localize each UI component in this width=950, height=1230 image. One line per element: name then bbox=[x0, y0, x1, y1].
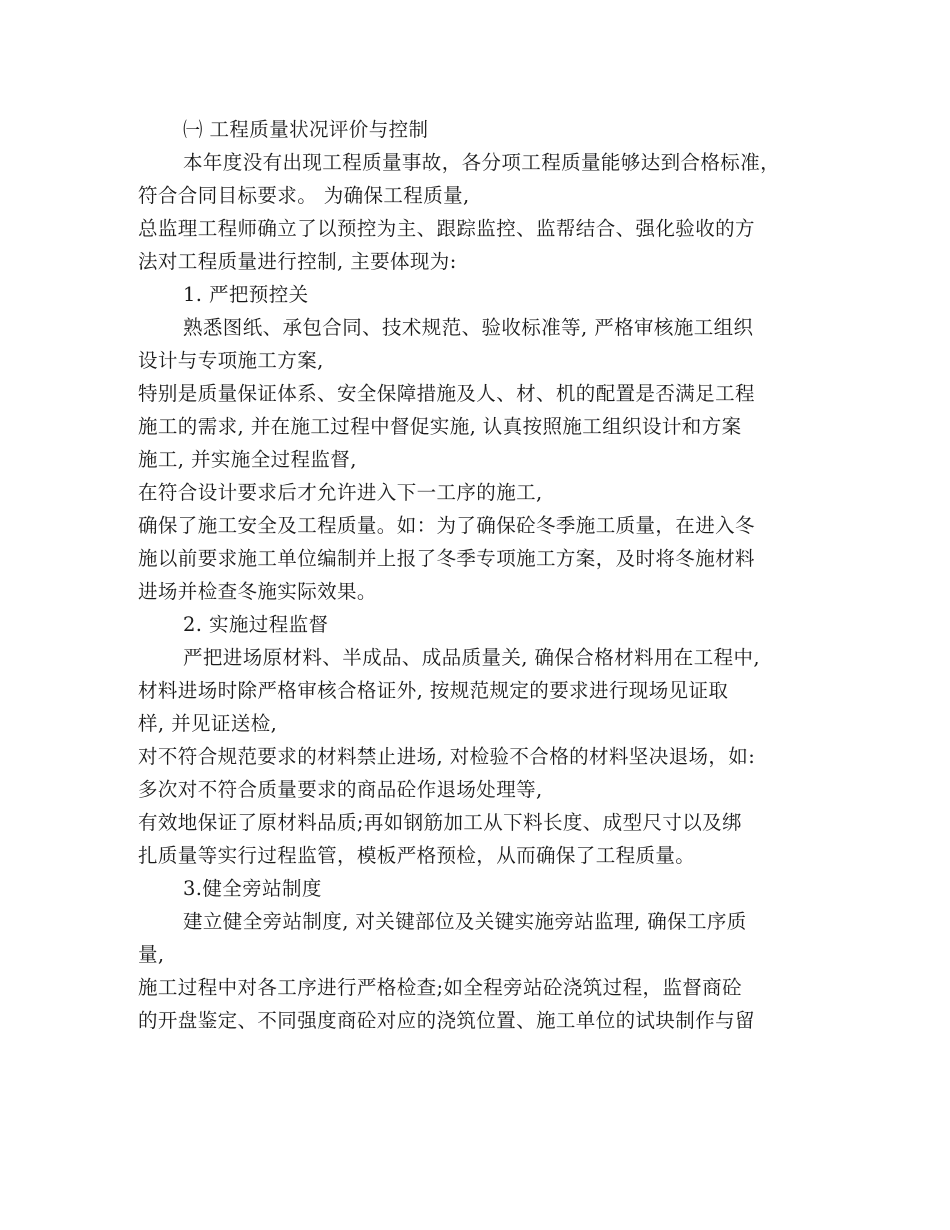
body-line: 在符合设计要求后才允许进入下一工序的施工, bbox=[138, 481, 543, 504]
body-line: 扎质量等实行过程监管，模板严格预检，从而确保了工程质量。 bbox=[138, 844, 696, 867]
body-line: 量, bbox=[138, 943, 165, 966]
body-line: 施以前要求施工单位编制并上报了冬季专项施工方案，及时将冬施材料 bbox=[138, 547, 755, 570]
body-line: 有效地保证了原材料品质;再如钢筋加工从下料长度、成型尺寸以及绑 bbox=[138, 811, 742, 834]
subheading-3: 3.健全旁站制度 bbox=[183, 877, 322, 900]
body-line: 对不符合规范要求的材料禁止进场, 对检验不合格的材料坚决退场，如: bbox=[138, 745, 756, 768]
subheading-1: 1. 严把预控关 bbox=[183, 283, 309, 306]
body-line: 样, 并见证送检, bbox=[138, 712, 278, 735]
body-line: 施工, 并实施全过程监督, bbox=[138, 448, 357, 471]
body-line: 熟悉图纸、承包合同、技术规范、验收标准等, 严格审核施工组织 bbox=[183, 316, 754, 339]
body-line: 施工过程中对各工序进行严格检查;如全程旁站砼浇筑过程，监督商砼 bbox=[138, 976, 742, 999]
body-line: 总监理工程师确立了以预控为主、跟踪监控、监帮结合、强化验收的方 bbox=[138, 217, 755, 240]
body-line: 确保了施工安全及工程质量。如：为了确保砼冬季施工质量，在进入冬 bbox=[138, 514, 755, 537]
document-body bbox=[138, 113, 828, 1037]
body-line: 特别是质量保证体系、安全保障措施及人、材、机的配置是否满足工程 bbox=[138, 382, 755, 405]
body-line: 进场并检查冬施实际效果。 bbox=[138, 580, 377, 603]
body-line: 施工的需求, 并在施工过程中督促实施, 认真按照施工组织设计和方案 bbox=[138, 415, 742, 438]
subheading-2: 2. 实施过程监督 bbox=[183, 613, 329, 636]
body-line: 法对工程质量进行控制, 主要体现为: bbox=[138, 250, 457, 273]
body-line: 材料进场时除严格审核合格证外, 按规范规定的要求进行现场见证取 bbox=[138, 679, 729, 702]
body-line: 符合合同目标要求。 为确保工程质量, bbox=[138, 184, 470, 207]
body-line: 本年度没有出现工程质量事故，各分项工程质量能够达到合格标准， bbox=[183, 151, 781, 174]
body-line: 设计与专项施工方案, bbox=[138, 349, 324, 372]
body-line: 多次对不符合质量要求的商品砼作退场处理等, bbox=[138, 778, 543, 801]
body-line: 建立健全旁站制度, 对关键部位及关键实施旁站监理, 确保工序质 bbox=[183, 910, 747, 933]
section-heading: ㈠ 工程质量状况评价与控制 bbox=[183, 118, 429, 141]
body-line: 的开盘鉴定、不同强度商砼对应的浇筑位置、施工单位的试块制作与留 bbox=[138, 1009, 755, 1032]
body-line: 严把进场原材料、半成品、成品质量关, 确保合格材料用在工程中, bbox=[183, 646, 760, 669]
